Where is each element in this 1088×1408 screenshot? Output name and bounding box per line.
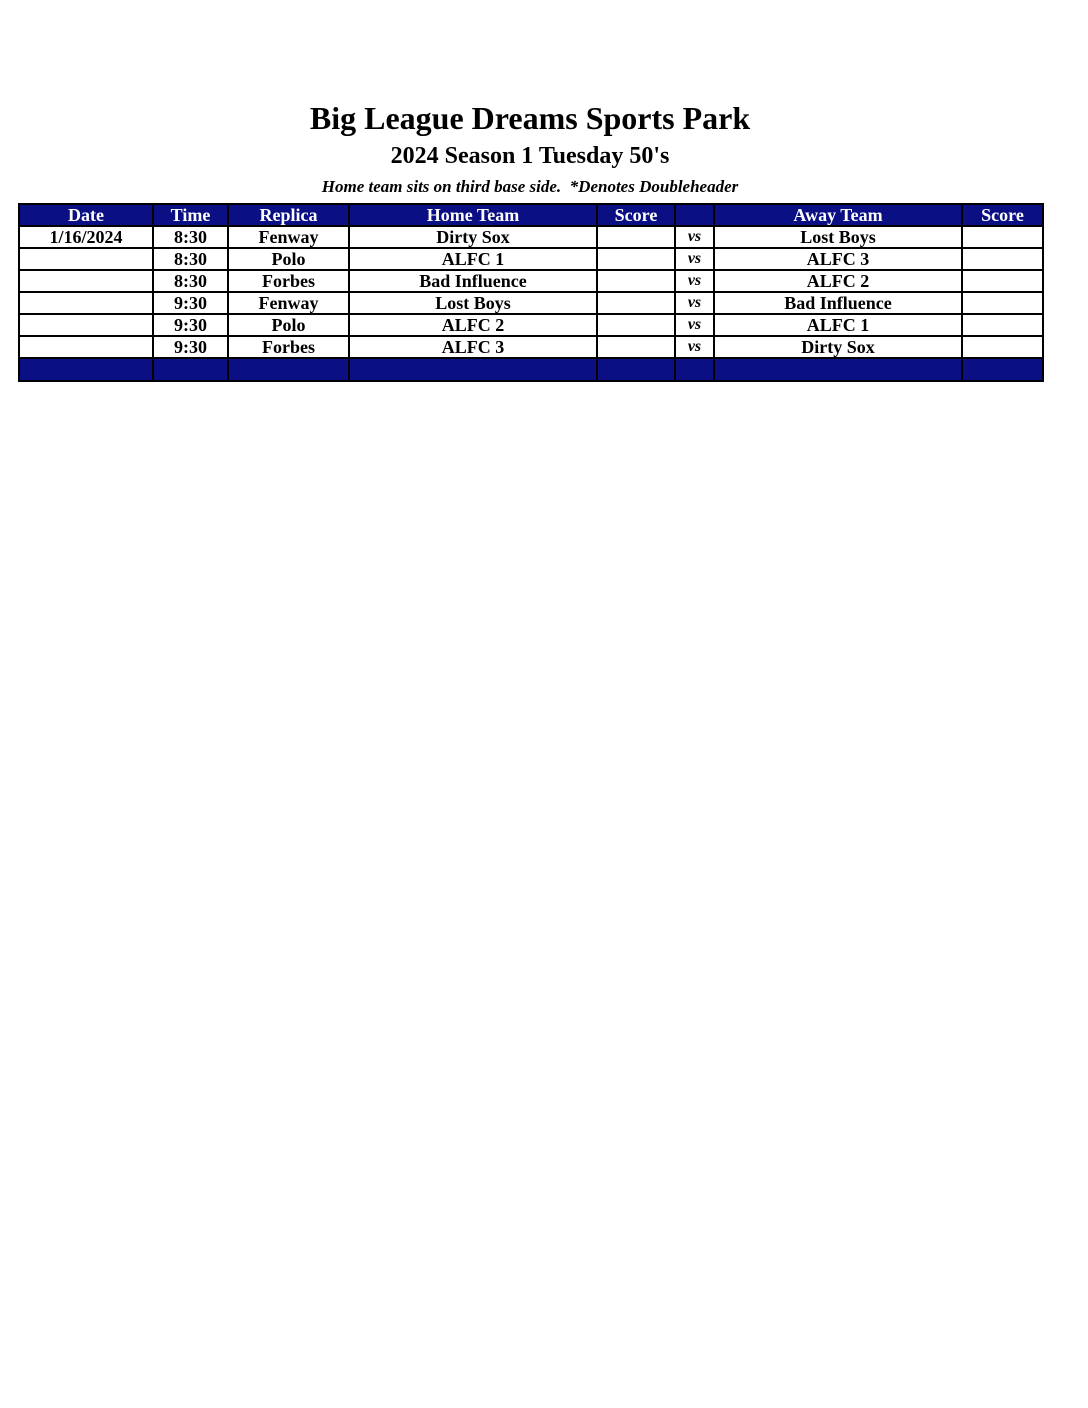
schedule-note: Home team sits on third base side. *Denotes Doubleheader [321, 177, 739, 196]
column-header-home-score: Score [597, 204, 675, 226]
cell-away-score [962, 314, 1043, 336]
table-row [19, 336, 1043, 358]
cell-home-score [597, 248, 675, 270]
cell-time: 9:30 [153, 292, 228, 314]
column-header-time: Time [153, 204, 228, 226]
column-header-date: Date [19, 204, 153, 226]
cell-away-team: Dirty Sox [714, 336, 962, 358]
cell-home-team: ALFC 2 [349, 314, 597, 336]
footer-cell [228, 358, 349, 381]
cell-home-score [597, 270, 675, 292]
column-header-home-team: Home Team [349, 204, 597, 226]
cell-away-team: Bad Influence [714, 292, 962, 314]
footer-cell [714, 358, 962, 381]
cell-vs: vs [675, 292, 714, 314]
cell-time: 8:30 [153, 226, 228, 248]
cell-home-team: Lost Boys [349, 292, 597, 314]
footer-cell [19, 358, 153, 381]
cell-replica: Forbes [228, 270, 349, 292]
cell-date [19, 314, 153, 336]
cell-replica: Forbes [228, 336, 349, 358]
cell-date: 1/16/2024 [19, 226, 153, 248]
cell-home-score [597, 292, 675, 314]
footer-cell [962, 358, 1043, 381]
cell-vs: vs [675, 314, 714, 336]
cell-away-score [962, 336, 1043, 358]
cell-replica: Polo [228, 314, 349, 336]
cell-home-score [597, 336, 675, 358]
cell-away-team: ALFC 2 [714, 270, 962, 292]
cell-time: 9:30 [153, 336, 228, 358]
cell-away-score [962, 270, 1043, 292]
footer-cell [675, 358, 714, 381]
cell-away-score [962, 226, 1043, 248]
page-subtitle: 2024 Season 1 Tuesday 50's [390, 143, 670, 169]
cell-time: 8:30 [153, 248, 228, 270]
table-row [19, 292, 1043, 314]
cell-vs: vs [675, 270, 714, 292]
cell-home-team: ALFC 1 [349, 248, 597, 270]
column-header-away-score: Score [962, 204, 1043, 226]
cell-home-team: ALFC 3 [349, 336, 597, 358]
cell-date [19, 292, 153, 314]
page-title: Big League Dreams Sports Park [309, 100, 751, 136]
cell-away-team: ALFC 1 [714, 314, 962, 336]
cell-away-team: ALFC 3 [714, 248, 962, 270]
schedule-table [18, 203, 1044, 382]
table-footer-row [19, 358, 1043, 381]
cell-home-score [597, 314, 675, 336]
column-header-replica: Replica [228, 204, 349, 226]
cell-vs: vs [675, 248, 714, 270]
cell-date [19, 270, 153, 292]
table-header-row [19, 204, 1043, 226]
cell-replica: Fenway [228, 292, 349, 314]
footer-cell [597, 358, 675, 381]
table-row [19, 314, 1043, 336]
cell-date [19, 248, 153, 270]
cell-home-team: Bad Influence [349, 270, 597, 292]
cell-home-score [597, 226, 675, 248]
table-row [19, 248, 1043, 270]
cell-replica: Fenway [228, 226, 349, 248]
cell-time: 8:30 [153, 270, 228, 292]
cell-away-score [962, 292, 1043, 314]
footer-cell [349, 358, 597, 381]
cell-away-score [962, 248, 1043, 270]
cell-time: 9:30 [153, 314, 228, 336]
column-header-away-team: Away Team [714, 204, 962, 226]
cell-away-team: Lost Boys [714, 226, 962, 248]
cell-replica: Polo [228, 248, 349, 270]
footer-cell [153, 358, 228, 381]
column-header-vs [675, 204, 714, 226]
cell-vs: vs [675, 226, 714, 248]
table-row [19, 226, 1043, 248]
cell-date [19, 336, 153, 358]
table-row [19, 270, 1043, 292]
cell-vs: vs [675, 336, 714, 358]
cell-home-team: Dirty Sox [349, 226, 597, 248]
